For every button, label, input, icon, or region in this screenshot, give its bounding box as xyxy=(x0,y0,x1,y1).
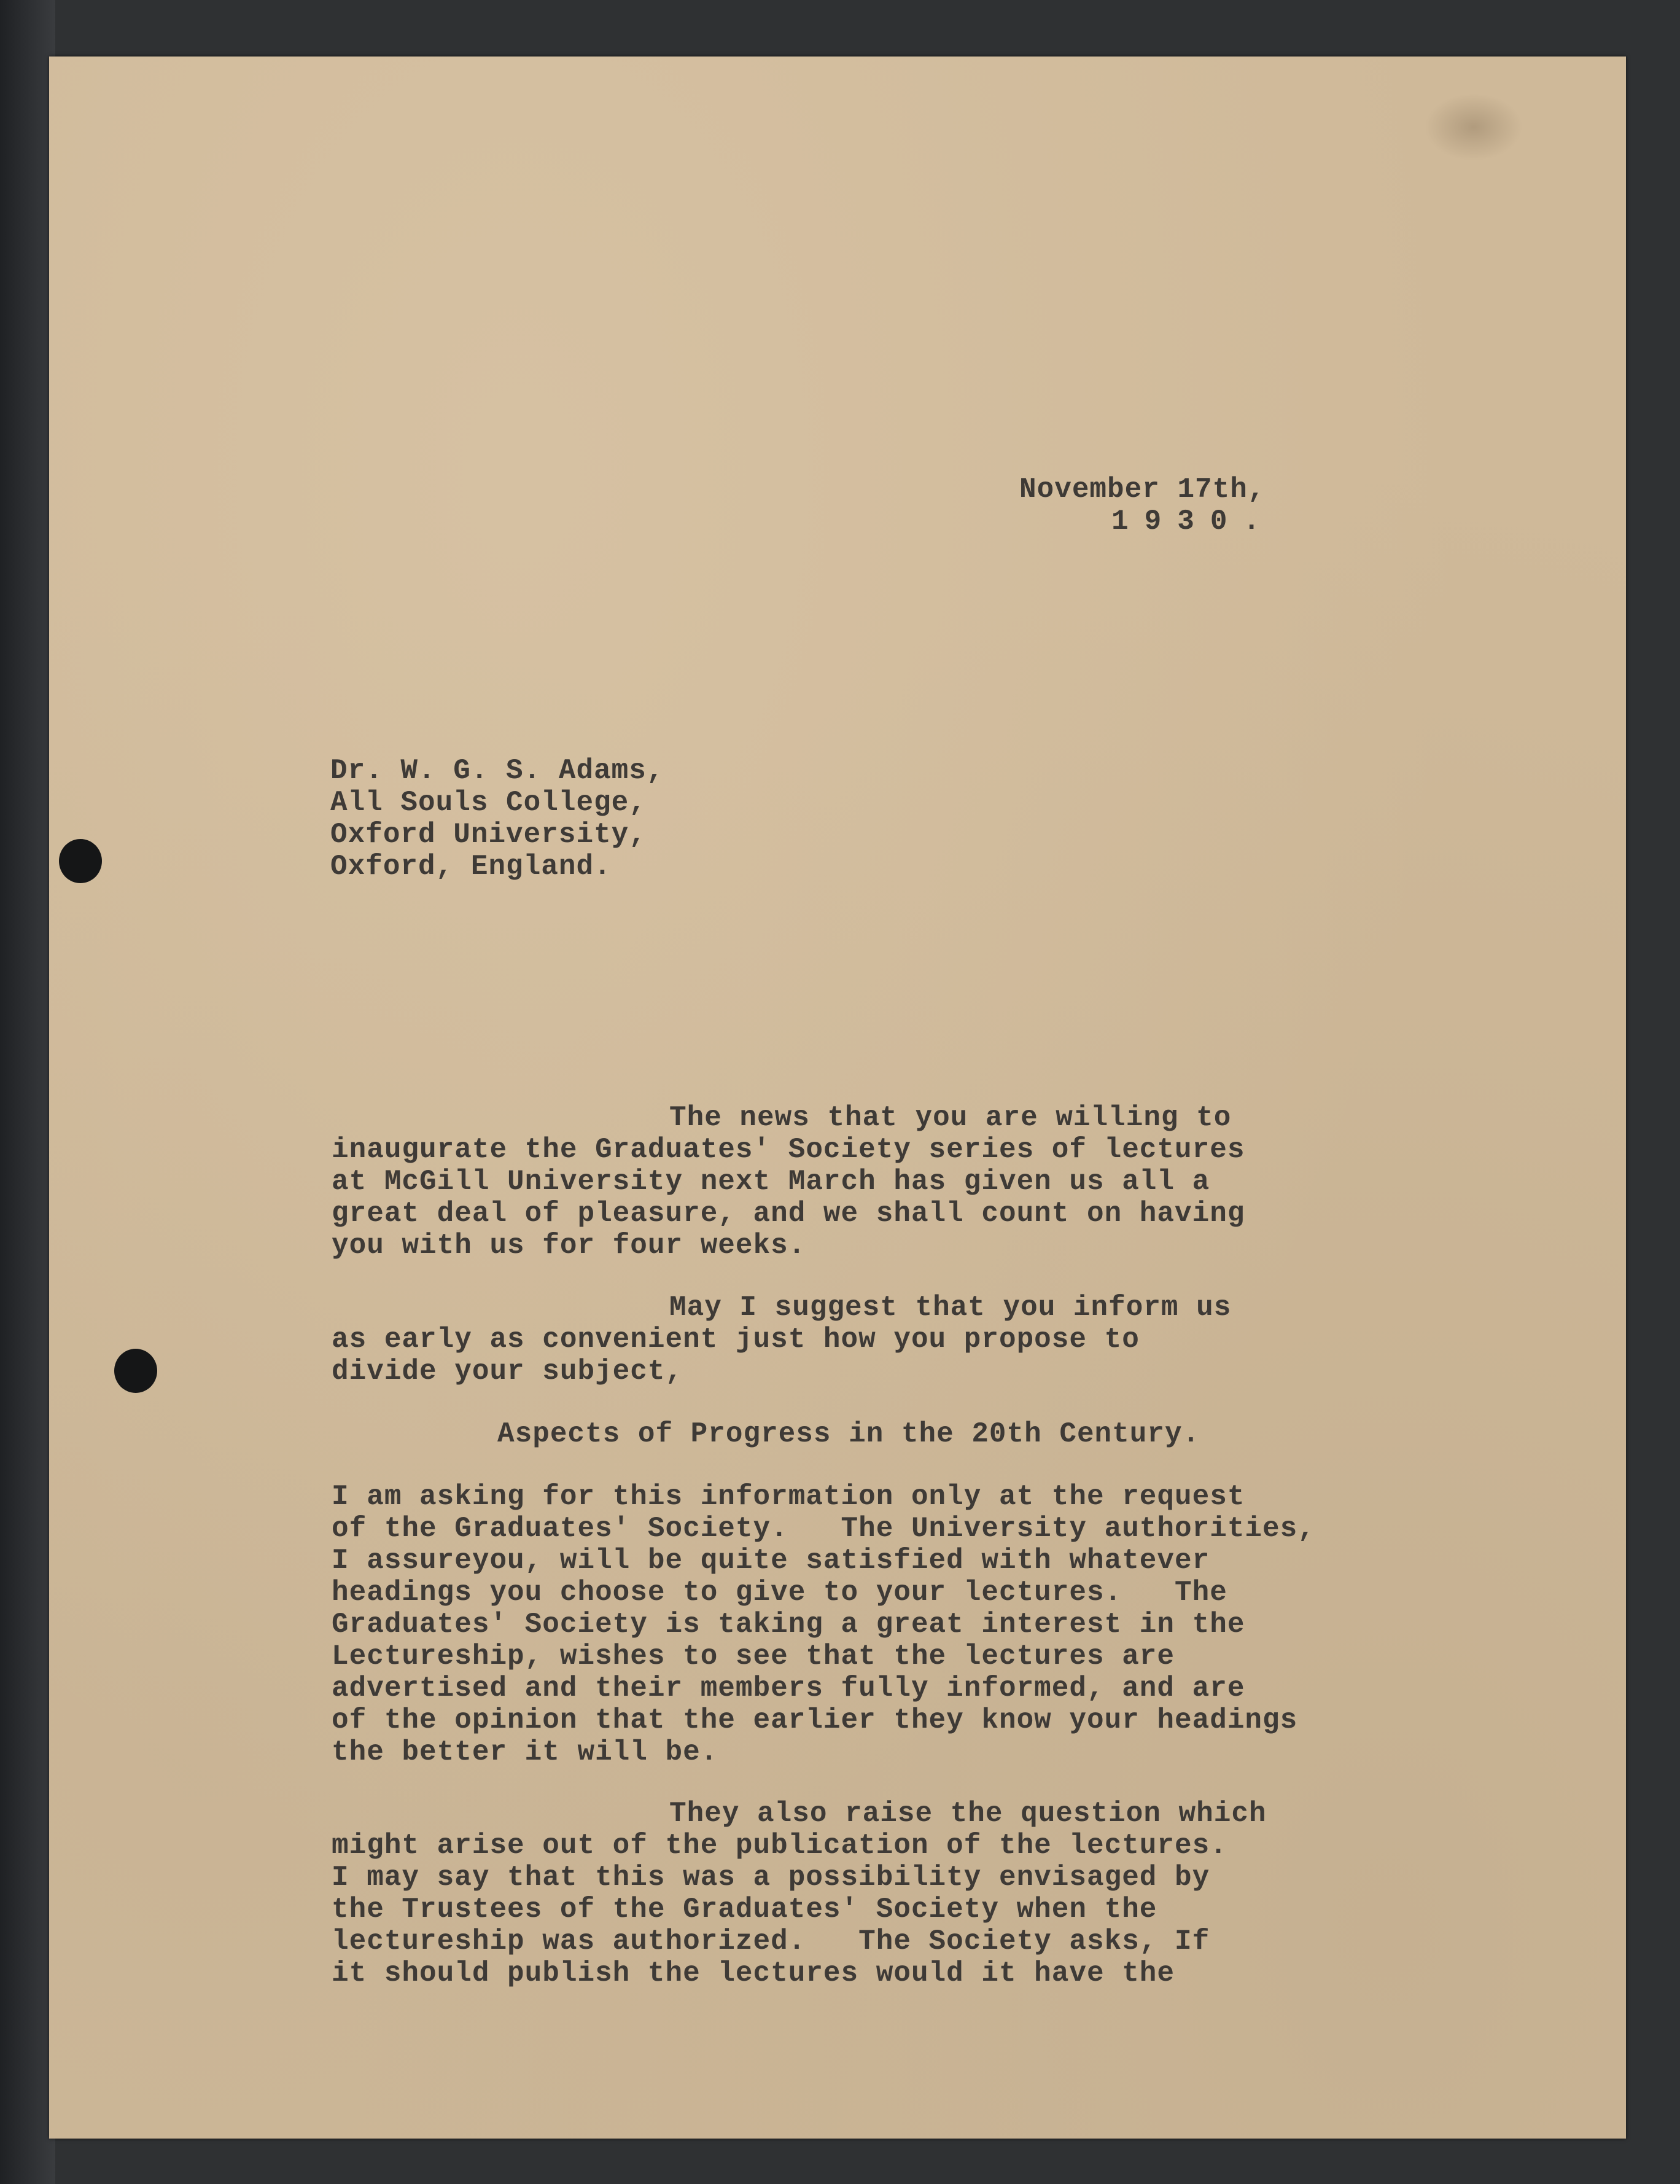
letter-year: 1930. xyxy=(1111,505,1277,537)
recipient-university: Oxford University, xyxy=(330,819,647,851)
paragraph-2-line: as early as convenient just how you propose to xyxy=(332,1324,1140,1355)
recipient-city: Oxford, England. xyxy=(330,851,612,883)
paragraph-1-line: great deal of pleasure, and we shall count on having xyxy=(332,1198,1245,1230)
paragraph-4-line: the Trustees of the Graduates' Society when the xyxy=(332,1893,1157,1925)
paragraph-4-line: They also raise the question which xyxy=(669,1798,1267,1830)
paragraph-4-line: lectureship was authorized. The Society asks, If xyxy=(332,1925,1210,1957)
paragraph-1-line: you with us for four weeks. xyxy=(332,1230,806,1262)
paragraph-3-line: advertised and their members fully informed, and are xyxy=(332,1672,1245,1704)
recipient-college: All Souls College, xyxy=(330,787,647,819)
paragraph-3-line: of the opinion that the earlier they know your headings xyxy=(332,1704,1298,1736)
punch-hole xyxy=(114,1349,157,1393)
paragraph-2-line: May I suggest that you inform us xyxy=(669,1292,1232,1324)
lecture-subject: Aspects of Progress in the 20th Century. xyxy=(497,1418,1200,1450)
paragraph-4-line: it should publish the lectures would it have the xyxy=(332,1957,1175,1989)
punch-hole xyxy=(59,839,102,883)
paragraph-3-line: I assureyou, will be quite satisfied with whatever xyxy=(332,1545,1210,1577)
recipient-name: Dr. W. G. S. Adams, xyxy=(330,755,664,787)
paragraph-2-line: divide your subject, xyxy=(332,1355,683,1387)
paragraph-3-line: headings you choose to give to your lectures. The xyxy=(332,1577,1227,1609)
paragraph-1-line: The news that you are willing to xyxy=(669,1102,1232,1134)
paragraph-3-line: Graduates' Society is taking a great interest in the xyxy=(332,1609,1245,1640)
paragraph-3-line: the better it will be. xyxy=(332,1736,718,1768)
paragraph-4-line: might arise out of the publication of the lectures. xyxy=(332,1830,1227,1862)
paragraph-1-line: at McGill University next March has given us all a xyxy=(332,1166,1210,1198)
paragraph-3-line: of the Graduates' Society. The University authorities, xyxy=(332,1513,1315,1545)
paragraph-3-line: Lectureship, wishes to see that the lectures are xyxy=(332,1640,1175,1672)
paragraph-1-line: inaugurate the Graduates' Society series of lectures xyxy=(332,1134,1245,1166)
scanner-backdrop xyxy=(0,0,55,2184)
paper-stain xyxy=(1425,93,1523,161)
letter-date: November 17th, xyxy=(1019,474,1266,505)
paragraph-3-line: I am asking for this information only at the request xyxy=(332,1481,1245,1513)
paragraph-4-line: I may say that this was a possibility envisaged by xyxy=(332,1862,1210,1893)
